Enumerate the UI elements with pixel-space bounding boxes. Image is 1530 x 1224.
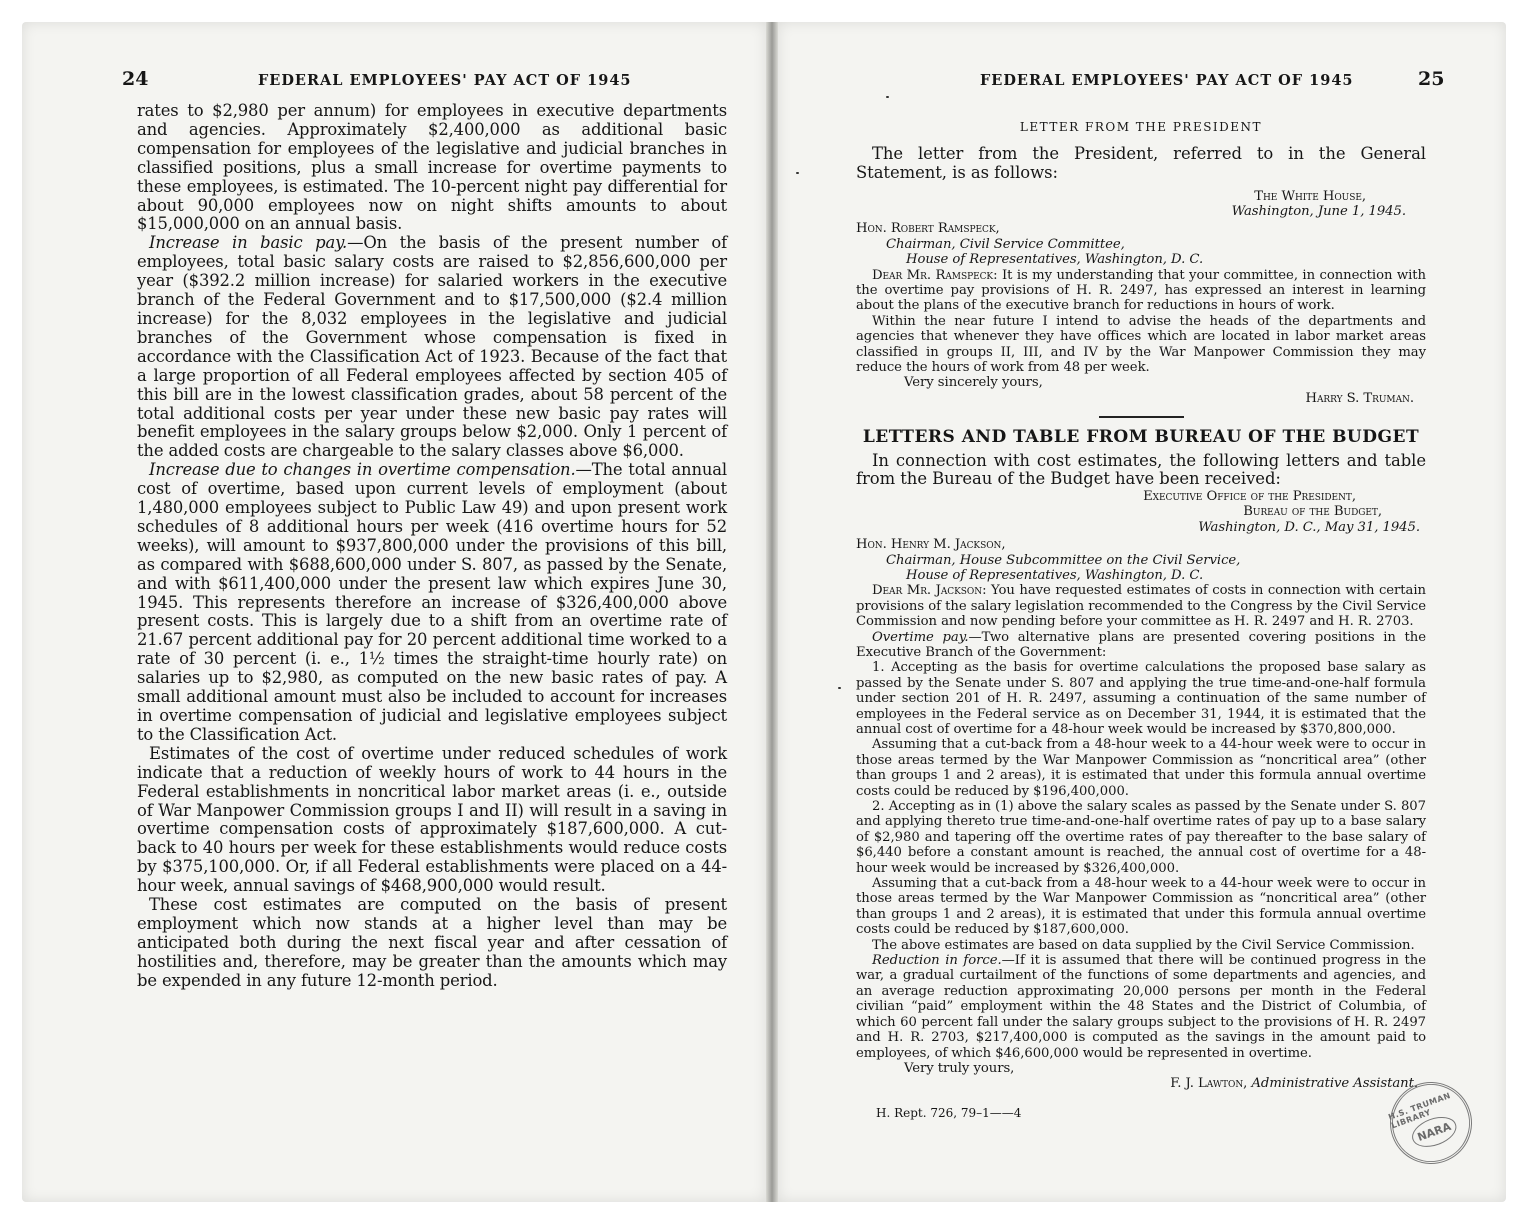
letter-president-body1 bbox=[856, 268, 1426, 314]
page-number-right: 25 bbox=[1418, 68, 1445, 90]
page-number-left: 24 bbox=[122, 68, 149, 90]
salutation: Dear Mr. Jackson: bbox=[872, 583, 987, 599]
letter-budget-date: Washington, D. C., May 31, 1945. bbox=[1198, 519, 1420, 535]
paragraph-reduction-in-force bbox=[856, 953, 1426, 1061]
stamp-library-text: H.S. TRUMAN LIBRARY bbox=[1386, 1090, 1452, 1130]
heading-overtime: Increase due to changes in overtime compensation. bbox=[149, 460, 576, 480]
paragraph-basic-pay bbox=[137, 234, 727, 461]
section-divider bbox=[1099, 416, 1184, 418]
text-overtime: —The total annual cost of overtime, based upon current levels of employment (about 1,480,000 employees subject to Public Law 49) and upon present work schedules of 8 additional hours per week (416 overtime hours for 52 weeks), will amount to $937,800,000 under the provisions of this bill, as compared with $688,600,000 under S. 807, as passed by the Senate, and with $611,400,000 under the present law which expires June 30, 1945. This represents therefore an increase of $326,400,000 above present costs. This is largely due to a shift from an overtime rate of 21.67 percent additional pay for 20 percent additional time worked to a rate of 30 percent (i. e., 1½ times the straight-time hourly rate) on salaries up to $2,980, as computed on the new basic rates of pay. A small additional amount must also be included to account for increases in overtime compensation of judicial and legislative employees subject to the Classification Act. bbox=[137, 460, 727, 744]
running-head-right: FEDERAL EMPLOYEES' PAY ACT OF 1945 bbox=[980, 72, 1354, 89]
report-footer-code: H. Rept. 726, 79–1——4 bbox=[876, 1106, 1022, 1120]
running-head-left: FEDERAL EMPLOYEES' PAY ACT OF 1945 bbox=[258, 72, 632, 89]
plan-item-2: 2. Accepting as in (1) above the salary scales as passed by the Senate under S. 807 and applying thereto true time-and-one-half overtime rates of pay up to a base salary of $2,980 and tapering off the overtime rates of pay thereafter to the base salary of $6,440 before a constant amount is reached, the annual cost of overtime for a 48-hour week would be increased by $326,400,000. bbox=[856, 799, 1426, 876]
letter-president-date: Washington, June 1, 1945. bbox=[1231, 204, 1406, 219]
addressee-title: Chairman, House Subcommittee on the Civil Service, bbox=[886, 552, 1241, 568]
heading-basic-pay: Increase in basic pay. bbox=[149, 233, 348, 253]
letter-president-intro: The letter from the President, referred to in the General Statement, is as follows: bbox=[856, 144, 1426, 182]
letter-budget-body1 bbox=[856, 583, 1426, 629]
addressee-name: Hon. Henry M. Jackson, bbox=[856, 537, 1006, 553]
plan-item-1: 1. Accepting as the basis for overtime calculations the proposed base salary as passed by the Senate under S. 807 and applying the true time-and-one-half formula under section 201 of H. R. 2497, assuming a continuation of the same number of employees in the Federal service as on December 31, 1944, it is estimated that the annual cost of overtime for a 48-hour week would be increased by $370,800,000. bbox=[856, 660, 1426, 737]
body-text: You have requested estimates of costs in connection with certain provisions of the salary legislation recommended to the Congress by the Civil Service Commission and now pending before your committee as H. R. 2497 and H. R. 2703. bbox=[856, 583, 1426, 630]
estimates-note: The above estimates are based on data supplied by the Civil Service Commission. bbox=[872, 937, 1415, 953]
book-gutter bbox=[766, 22, 778, 1202]
left-text-column bbox=[137, 102, 727, 991]
letter-president-title: LETTER FROM THE PRESIDENT bbox=[1019, 120, 1263, 134]
print-speck bbox=[796, 172, 799, 174]
letter-budget-addressee bbox=[856, 537, 1426, 583]
body-text: It is my understanding that your committee, in connection with the overtime pay provisions of H. R. 2497, has expressed an interest in learning about the plans of the executive branch for reductions in hours of work. bbox=[856, 267, 1426, 314]
letter-president-addressee bbox=[856, 221, 1426, 267]
print-speck bbox=[838, 687, 841, 689]
right-text-column bbox=[856, 120, 1426, 1092]
addressee-title: Chairman, Civil Service Committee, bbox=[886, 236, 1125, 252]
letter-budget-closing: Very truly yours, bbox=[904, 1060, 1015, 1076]
addressee-name: Hon. Robert Ramspeck, bbox=[856, 221, 1000, 237]
stamp-nara-text: NARA bbox=[1408, 1111, 1461, 1152]
right-page bbox=[778, 22, 1506, 1202]
left-page bbox=[22, 22, 766, 1202]
text-basic-pay: —On the basis of the present number of employees, total basic salary costs are raised to $2,856,600,000 per year ($392.2 million increase) for salaried workers in the executive branch of the Federal Government and to $17,500,000 ($2.4 million increase) for the 8,032 employees in the legislative and judicial branches of the Government whose compensation is fixed in accordance with the Classification Act of 1923. Because of the fact that a large proportion of all Federal employees affected by section 405 of this bill are in the lowest classification grades, about 58 percent of the total additional costs per year under these new basic pay rates will benefit employees in the salary groups below $2,000. Only 1 percent of the added costs are chargeable to the salary classes above $6,000. bbox=[137, 233, 727, 461]
letter-president-signature: Harry S. Truman. bbox=[1305, 390, 1414, 406]
letter-budget-from-1: Executive Office of the President, bbox=[1143, 488, 1356, 504]
letter-president-body2: Within the near future I intend to advise the heads of the departments and agencies that whenever they have offices which are located in labor market areas classified in groups II, III, and IV by the War Manpower Commission they may reduce the hours of work from 48 per week. bbox=[856, 313, 1426, 376]
body-text: —If it is assumed that there will be continued progress in the war, a gradual curtailment of the functions of some departments and agencies, and an average reduction approximating 20,000 persons per month in the Federal civilian “paid” employment within the 48 States and the District of Columbia, of which 60 percent fall under the salary groups subject to the provisions of H. R. 2497 and H. R. 2703, $217,400,000 is computed as the savings in the amount paid to employees, of which $46,600,000 would be represented in overtime. bbox=[856, 953, 1427, 1061]
letter-president-closing: Very sincerely yours, bbox=[904, 375, 1043, 391]
paragraph-reduced-schedules: Estimates of the cost of overtime under reduced schedules of work indicate that a reduction of weekly hours of work to 44 hours in the Federal establishments in noncritical labor market areas (i. e., outside of War Manpower Commission groups I and II) will result in a saving in overtime compensation costs of approximately $187,600,000. A cut-back to 40 hours per week for these establishments would reduce costs by $375,100,000. Or, if all Federal establishments were placed on a 44-hour week, annual savings of $468,900,000 would result. bbox=[137, 743, 727, 896]
bureau-budget-title: LETTERS AND TABLE FROM BUREAU OF THE BUDGET bbox=[862, 427, 1420, 448]
signature-title: Administrative Assistant. bbox=[1251, 1076, 1418, 1092]
paragraph-cost-estimates: These cost estimates are computed on the basis of present employment which now stands at a higher level than may be anticipated both during the next fiscal year and after cessation of hostilities and, therefore, may be greater than the amounts which may be expended in any future 12-month period. bbox=[137, 895, 727, 990]
letter-president-from: The White House, bbox=[1254, 188, 1366, 204]
addressee-address: House of Representatives, Washington, D. C. bbox=[906, 567, 1204, 583]
bureau-budget-intro: In connection with cost estimates, the following letters and table from the Bureau of the Budget have been received: bbox=[856, 450, 1426, 489]
paragraph-overtime bbox=[137, 461, 727, 745]
body-text: —Two alternative plans are presented covering positions in the Executive Branch of the Government: bbox=[856, 629, 1426, 660]
plan-item-1-cutback: Assuming that a cut-back from a 48-hour week to a 44-hour week were to occur in those areas termed by the War Manpower Commission as “noncritical area” (other than groups 1 and 2 areas), it is estimated that under this formula annual overtime costs could be reduced by $196,400,000. bbox=[856, 737, 1426, 799]
signature-name: F. J. Lawton, bbox=[1170, 1076, 1248, 1092]
paragraph-continuation: rates to $2,980 per annum) for employees in executive departments and agencies. Approximately $2,400,000 as additional basic compensation for employees of the legislative and judicial branches in classified positions, plus a small increase for overtime payments to these employees, is estimated. The 10-percent night pay differential for about 90,000 employees now on night shifts amounts to about $15,000,000 on an annual basis. bbox=[137, 101, 727, 234]
letter-budget-from-2: Bureau of the Budget, bbox=[1243, 504, 1382, 520]
addressee-address: House of Representatives, Washington, D. C. bbox=[906, 252, 1204, 268]
salutation: Dear Mr. Ramspeck: bbox=[872, 267, 998, 283]
print-speck bbox=[886, 96, 889, 98]
heading-overtime-pay: Overtime pay. bbox=[872, 629, 969, 645]
plan-item-2-cutback: Assuming that a cut-back from a 48-hour week to a 44-hour week were to occur in those areas termed by the War Manpower Commission as “noncritical area” (other than groups 1 and 2 areas), it is estimated that under this formula annual overtime costs could be reduced by $187,600,000. bbox=[856, 876, 1426, 938]
heading-reduction-in-force: Reduction in force. bbox=[872, 953, 1002, 969]
letter-budget-signature bbox=[856, 1076, 1426, 1091]
paragraph-overtime-pay bbox=[856, 630, 1426, 661]
